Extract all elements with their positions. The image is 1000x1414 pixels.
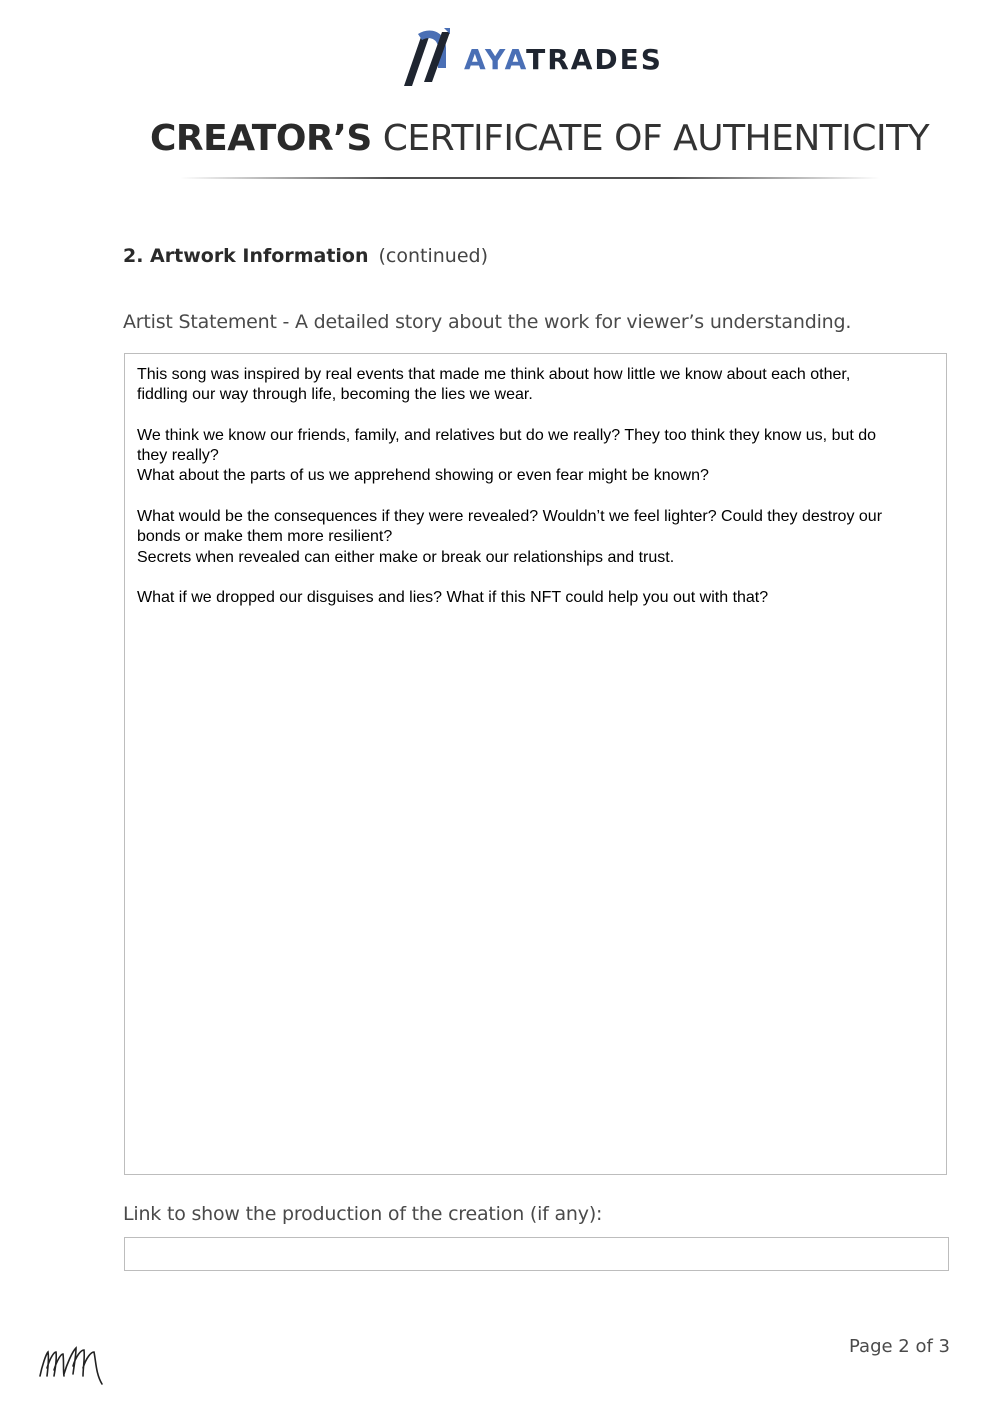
statement-line: This song was inspired by real events that made me think about how little we know about each other,	[137, 366, 851, 383]
statement-line: What would be the consequences if they were revealed? Wouldn’t we feel lighter? Could they destroy our	[137, 508, 883, 526]
artist-statement-label: Artist Statement - A detailed story about the work for viewer’s understanding.	[123, 311, 852, 333]
statement-line: We think we know our friends, family, and relatives but do we really? They too think they know us, but do	[137, 426, 877, 444]
certificate-title-bold: CREATOR’S	[150, 118, 372, 159]
ayatrades-wordmark	[464, 43, 663, 76]
section-continued: (continued)	[378, 245, 489, 267]
handwritten-signature	[36, 1340, 108, 1390]
statement-line: What if we dropped our disguises and lies? What if this NFT could help you out with that?	[137, 589, 769, 607]
statement-line: bonds or make them more resilient?	[137, 528, 393, 546]
statement-line: fiddling our way through life, becoming the lies we wear.	[137, 386, 533, 404]
artist-statement-field[interactable]	[124, 353, 947, 1175]
logo-trades-text: TRADES	[526, 42, 663, 76]
ayatrades-logo	[400, 22, 670, 92]
statement-paragraph	[137, 426, 934, 487]
section-title: 2. Artwork Information	[123, 245, 369, 267]
statement-paragraph	[137, 507, 934, 568]
title-divider	[180, 177, 880, 179]
statement-paragraph	[137, 588, 934, 608]
statement-line: they really?	[137, 447, 219, 465]
statement-line: What about the parts of us we apprehend showing or even fear might be known?	[137, 467, 709, 485]
statement-paragraph	[137, 365, 934, 406]
ayatrades-logo-icon	[400, 24, 452, 90]
certificate-title	[150, 118, 930, 159]
certificate-title-rest: CERTIFICATE OF AUTHENTICITY	[382, 118, 930, 159]
production-link-field[interactable]	[124, 1237, 949, 1271]
production-link-label: Link to show the production of the creation (if any):	[123, 1203, 603, 1225]
statement-line: Secrets when revealed can either make or break our relationships and trust.	[137, 548, 675, 566]
section-heading	[123, 245, 488, 267]
logo-aya-text: AYA	[464, 42, 527, 76]
page-number: Page 2 of 3	[849, 1336, 950, 1357]
